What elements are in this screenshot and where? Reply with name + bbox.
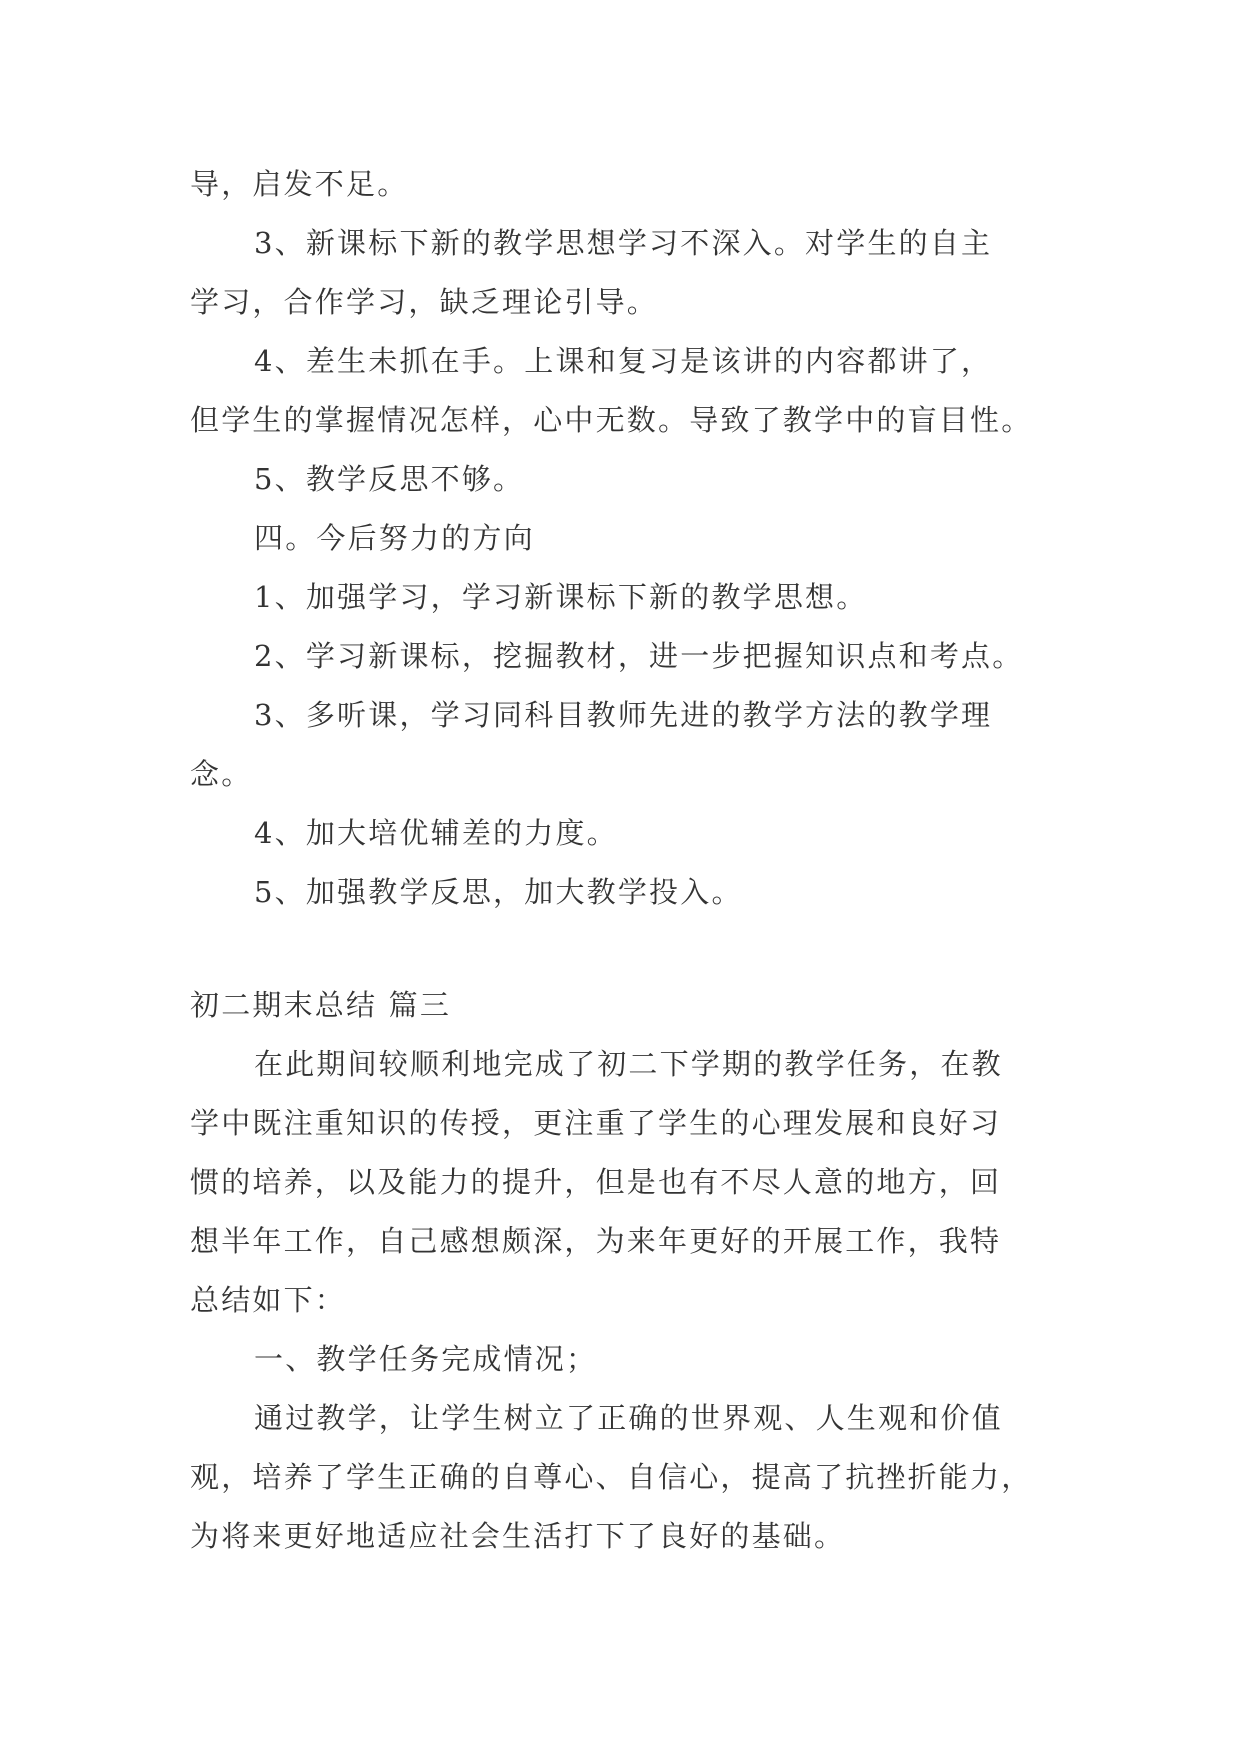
list-item-line: 5、加强教学反思，加大教学投入。 (254, 875, 743, 909)
list-item-line: 4、加大培优辅差的力度。 (254, 816, 618, 850)
section-heading: 四。今后努力的方向 (254, 521, 535, 555)
list-item-line: 5、教学反思不够。 (254, 462, 525, 496)
article-title: 初二期末总结 篇三 (190, 988, 452, 1022)
section-heading: 一、教学任务完成情况； (254, 1342, 598, 1376)
paragraph-line: 惯的培养，以及能力的提升，但是也有不尽人意的地方，回 (190, 1165, 1002, 1199)
list-item-line: 4、差生未抓在手。上课和复习是该讲的内容都讲了， (254, 344, 993, 378)
paragraph-line: 观，培养了学生正确的自尊心、自信心，提高了抗挫折能力， (190, 1460, 1033, 1494)
paragraph-line: 导，启发不足。 (190, 167, 409, 201)
paragraph-line: 在此期间较顺利地完成了初二下学期的教学任务，在教 (254, 1047, 1003, 1081)
list-item-line: 1、加强学习，学习新课标下新的教学思想。 (254, 580, 868, 614)
paragraph-line: 通过教学，让学生树立了正确的世界观、人生观和价值 (254, 1401, 1003, 1435)
paragraph-line: 学习，合作学习，缺乏理论引导。 (190, 285, 659, 319)
list-item-line: 3、新课标下新的教学思想学习不深入。对学生的自主 (254, 226, 993, 260)
paragraph-line: 想半年工作，自己感想颇深，为来年更好的开展工作，我特 (190, 1224, 1002, 1258)
list-item-line: 2、学习新课标，挖掘教材，进一步把握知识点和考点。 (254, 639, 1024, 673)
paragraph-line: 总结如下： (190, 1283, 347, 1317)
paragraph-line: 学中既注重知识的传授，更注重了学生的心理发展和良好习 (190, 1106, 1002, 1140)
paragraph-line: 念。 (190, 757, 253, 791)
paragraph-line: 但学生的掌握情况怎样，心中无数。导致了教学中的盲目性。 (190, 403, 1033, 437)
paragraph-line: 为将来更好地适应社会生活打下了良好的基础。 (190, 1519, 846, 1553)
list-item-line: 3、多听课，学习同科目教师先进的教学方法的教学理 (254, 698, 993, 732)
